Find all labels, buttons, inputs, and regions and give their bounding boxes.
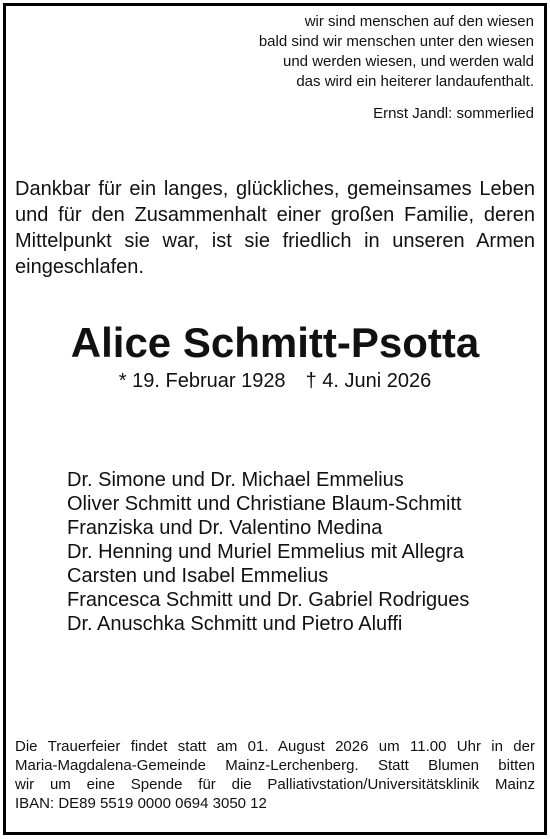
mourner: Carsten und Isabel Emmelius (67, 565, 329, 587)
poem-line: das wird ein heiterer landaufenthalt. (296, 73, 534, 90)
poem-line: bald sind wir menschen unter den wiesen (258, 33, 534, 50)
mourner: Dr. Henning und Muriel Emmelius mit Allegra (67, 541, 464, 563)
mourner: Dr. Anuschka Schmitt und Pietro Aluffi (67, 613, 403, 635)
poem-attribution: Ernst Jandl: sommerlied (373, 105, 534, 122)
notice-line: wir um eine Spende für die Palliativstation/Universitätsklinik Mainz (15, 776, 535, 793)
poem-line: und werden wiesen, und werden wald (283, 53, 534, 70)
deceased-name: Alice Schmitt-Psotta (70, 319, 480, 366)
mourners-list (67, 468, 537, 636)
notice-line: Die Trauerfeier findet statt am 01. August 2026 um 11.00 Uhr in der (15, 738, 535, 755)
poem-line: wir sind menschen auf den wiesen (304, 13, 534, 30)
death-date: † 4. Juni 2026 (305, 370, 432, 392)
mourner: Oliver Schmitt und Christiane Blaum-Schmitt (67, 493, 462, 515)
notice-line: Maria-Magdalena-Gemeinde Mainz-Lerchenberg. Statt Blumen bitten (15, 757, 535, 774)
mourner: Franziska und Dr. Valentino Medina (67, 517, 383, 539)
iban-line: IBAN: DE89 5519 0000 0694 3050 12 (15, 795, 267, 812)
life-dates (0, 368, 550, 394)
notice-border (3, 3, 547, 835)
mourner: Dr. Simone und Dr. Michael Emmelius (67, 469, 404, 491)
tribute-text: Dankbar für ein langes, glückliches, gemeinsames Leben und für den Zusammenhalt einer großen Familie, deren Mittelpunkt sie war, ist sie friedlich in unseren Armen eingeschlafen. (15, 178, 535, 278)
poem (94, 12, 534, 92)
funeral-notice (15, 737, 535, 813)
mourner: Francesca Schmitt und Dr. Gabriel Rodrigues (67, 589, 470, 611)
birth-date: * 19. Februar 1928 (118, 370, 286, 392)
